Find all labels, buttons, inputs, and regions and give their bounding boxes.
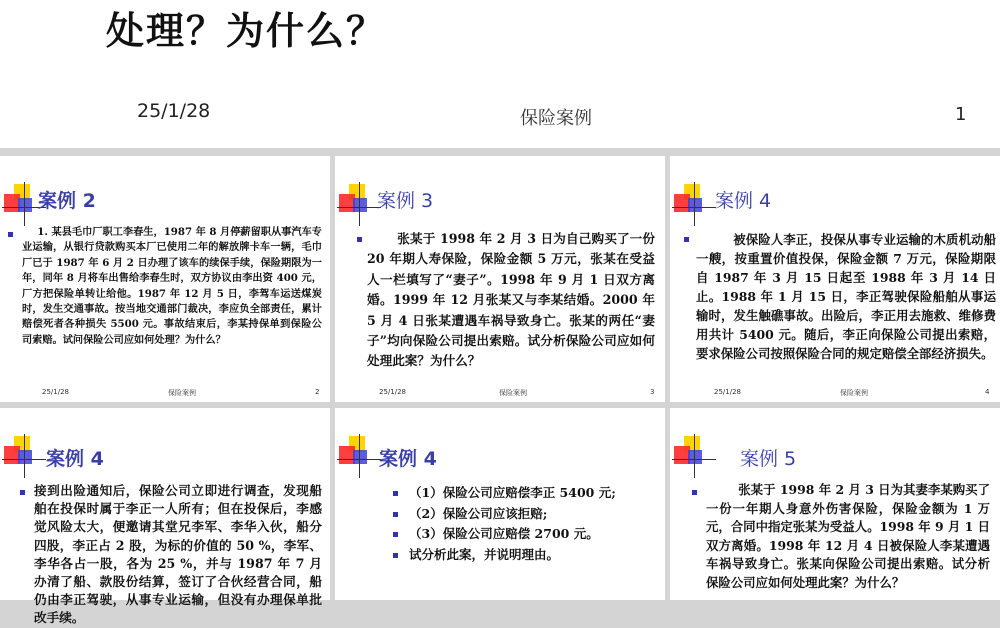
slide-2-page-number: 2 bbox=[315, 388, 320, 396]
slide-logo-icon bbox=[674, 436, 714, 476]
slide-logo-icon bbox=[674, 184, 714, 224]
slide-3-footer: 保险案例 bbox=[499, 389, 527, 397]
slide-logo-icon bbox=[4, 436, 44, 476]
slide-3-page-number: 3 bbox=[650, 388, 655, 396]
slide-3-thumbnail[interactable] bbox=[335, 156, 665, 402]
slide-5-body: 接到出险通知后，保险公司立即进行调查，发现船舶在投保时属于李正一人所有；但在投保后，李感觉风险太大，便邀请其堂兄李军、李华入伙，船分四股，李正占 2 股，为标的价值的 50 %，李军、李华各占一股，各为 25 %，并与 1987 年 7 月办清了船、款股份结算，签订了合伙经营合同，船仍由李正驾驶，从事专业运输，但没有办理保单批改手续。 bbox=[34, 483, 322, 626]
slide-4-title: 案例 4 bbox=[715, 190, 772, 212]
slide-5-thumbnail[interactable] bbox=[0, 408, 330, 626]
bullet-icon bbox=[8, 232, 13, 237]
slide-2-footer: 保险案例 bbox=[168, 389, 196, 397]
slide-3-body: 张某于 1998 年 2 月 3 日为自己购买了一份 20 年期人寿保险，保险金额 5 万元，张某在受益人一栏填写了“妻子”。1998 年 9 月 1 日双方离婚。1999 年 12 月张某又与李某结婚。2000 年 5 月 4 日张某遭遇车祸导致身亡。张某的两任“妻子”均向保险公司提出索赔。试分析保险公司应如何处理此案？为什么？ bbox=[367, 231, 655, 369]
bullet-icon bbox=[393, 553, 398, 558]
list-item bbox=[393, 545, 616, 566]
bullet-icon bbox=[393, 532, 398, 537]
slide-5-title: 案例 4 bbox=[46, 448, 104, 470]
slide-3-date: 25/1/28 bbox=[379, 388, 406, 396]
bullet-icon bbox=[393, 491, 398, 496]
list-item bbox=[393, 504, 616, 525]
slide-3-title: 案例 3 bbox=[377, 190, 434, 212]
slide-4-thumbnail[interactable] bbox=[670, 156, 1000, 402]
slide-2-date: 25/1/28 bbox=[42, 388, 69, 396]
list-item-text: （2）保险公司应该拒赔; bbox=[409, 505, 548, 521]
slide-logo-icon bbox=[339, 184, 379, 224]
bullet-icon bbox=[692, 490, 697, 495]
slide-1-footer: 保险案例 bbox=[520, 108, 592, 129]
bullet-icon bbox=[357, 237, 362, 242]
slide-4-page-number: 4 bbox=[985, 388, 990, 396]
list-item bbox=[393, 483, 616, 504]
slide-7-thumbnail[interactable] bbox=[670, 408, 1000, 600]
bullet-icon bbox=[20, 490, 25, 495]
bullet-icon bbox=[393, 512, 398, 517]
slide-7-body: 张某于 1998 年 2 月 3 日为其妻李某购买了一份一年期人身意外伤害保险，保险金额为 1 万元，合同中指定张某为受益人。1998 年 9 月 1 日双方离婚。1998 年 12 月 4 日被保险人李某遭遇车祸导致身亡。张某向保险公司提出索赔。试分析保险公司应如何处理此案？为什么？ bbox=[706, 482, 990, 590]
slide-7-title: 案例 5 bbox=[740, 448, 797, 470]
list-item bbox=[393, 524, 616, 545]
slide-2-body: 1. 某县毛巾厂职工李春生，1987 年 8 月停薪留职从事汽车专业运输，从银行贷款购买本厂已使用二年的解放牌卡车一辆，毛巾厂已于 1987 年 6 月 2 日办理了该车的续保手续，保险期限为一年，同年 8 月将车出售给李春生时，双方协议由李出资 400 元，厂方把保险单转让给他。1987 年 12 月 5 日，李驾车运送煤炭时，发生交通事故。按当地交通部门裁决，李应负全部责任，累计赔偿死者各种损失 5500 元。事故结束后，李某持保单到保险公司索赔。试问保险公司应如何处理？为什么？ bbox=[22, 226, 322, 346]
slide-2-thumbnail[interactable] bbox=[0, 156, 330, 402]
slide-4-body: 被保险人李正，投保从事专业运输的木质机动船一艘，按重置价值投保，保险金额 7 万元，保险期限自 1987 年 3 月 15 日起至 1988 年 3 月 14 日止。1988 年 1 月 15 日，李正驾驶保险船舶从事运输时，发生触礁事故。出险后，李正用去施救、维修费用共计 5400 元。随后，李正向保险公司提出索赔，要求保险公司按照保险合同的规定赔偿全部经济损失。 bbox=[696, 232, 996, 361]
slide-2-title: 案例 2 bbox=[38, 190, 96, 212]
slide-1-page-number: 1 bbox=[955, 104, 967, 125]
slide-1-date: 25/1/28 bbox=[137, 100, 211, 122]
list-item-text: （1）保险公司应赔偿李正 5400 元; bbox=[409, 485, 616, 500]
list-item-text: 试分析此案，并说明理由。 bbox=[409, 546, 560, 562]
slide-1-preview[interactable] bbox=[0, 0, 1000, 148]
slide-4-date: 25/1/28 bbox=[714, 388, 741, 396]
slide-logo-icon bbox=[339, 436, 379, 476]
slide-6-thumbnail[interactable] bbox=[335, 408, 665, 600]
slide-6-option-list bbox=[393, 483, 616, 565]
slide-4-footer: 保险案例 bbox=[840, 389, 868, 397]
slide-1-title: 处理？为什么？ bbox=[106, 9, 387, 53]
slide-6-title: 案例 4 bbox=[379, 448, 437, 470]
bullet-icon bbox=[684, 237, 689, 242]
list-item-text: （3）保险公司应赔偿 2700 元。 bbox=[409, 526, 599, 541]
